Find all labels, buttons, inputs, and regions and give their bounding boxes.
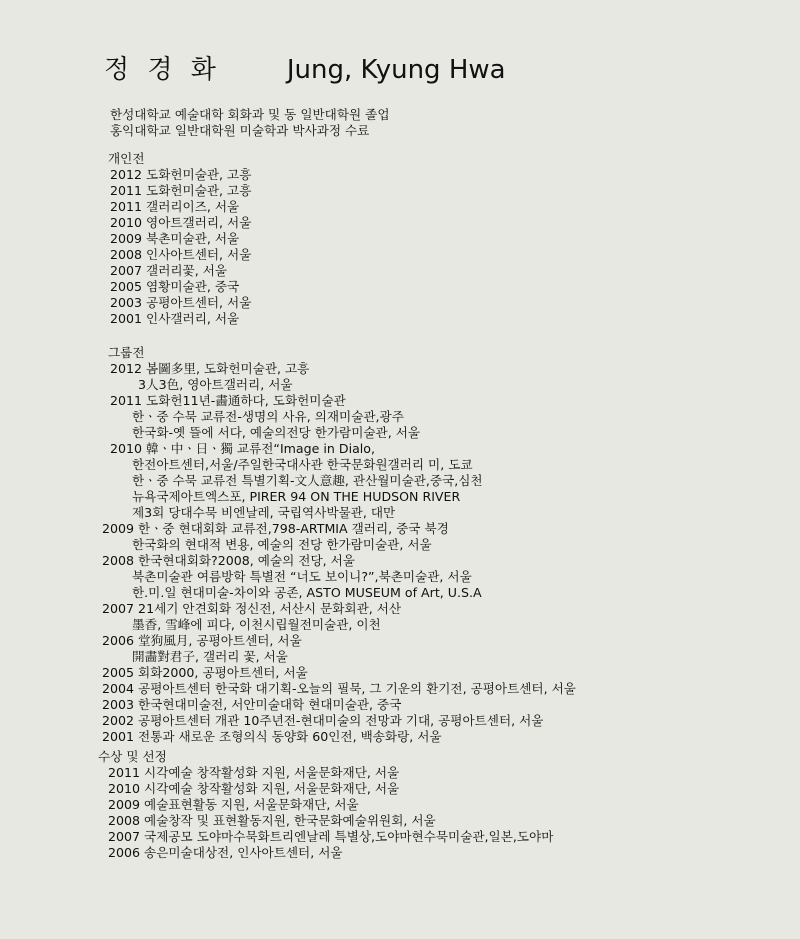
group-exhibition-item: 한전아트센터,서울/주일한국대사관 한국문화원갤러리 미, 도쿄 — [132, 457, 473, 472]
group-exhibition-item: 2007 21세기 안견회화 정신전, 서산시 문화회관, 서산 — [102, 601, 402, 616]
group-exhibition-item: 2004 공평아트센터 한국화 대기획-오늘의 필묵, 그 기운의 환기전, 공평아트센터, 서울 — [102, 681, 576, 696]
solo-exhibition-item: 2007 갤러리꽃, 서울 — [110, 263, 228, 278]
name-english: Jung, Kyung Hwa — [286, 55, 506, 85]
group-exhibition-item: 墨香, 雪峰에 피다, 이천시립월전미술관, 이천 — [132, 617, 381, 632]
group-exhibition-item: 2001 전통과 새로운 조형의식 동양화 60인전, 백송화랑, 서울 — [102, 729, 442, 744]
awards-heading: 수상 및 선정 — [98, 749, 167, 764]
group-exhibition-item: 한ㆍ중 수묵 교류전 특별기획-文人意趣, 관산월미술관,중국,심천 — [132, 473, 483, 488]
education-item: 한성대학교 예술대학 회화과 및 동 일반대학원 졸업 — [110, 107, 390, 122]
solo-heading: 개인전 — [108, 151, 145, 166]
award-item: 2010 시각예술 창작활성화 지원, 서울문화재단, 서울 — [108, 781, 400, 796]
group-exhibition-item: 開畵對君子, 갤러리 꽃, 서울 — [132, 649, 288, 664]
solo-exhibition-item: 2005 염황미술관, 중국 — [110, 279, 240, 294]
group-exhibition-item: 제3회 당대수묵 비엔날레, 국립역사박물관, 대만 — [132, 505, 396, 520]
group-exhibition-item: 2011 도화헌11년-畵通하다, 도화헌미술관 — [110, 393, 346, 408]
solo-exhibitions-section — [108, 151, 251, 327]
group-exhibition-item: 3人3色, 영아트갤러리, 서울 — [138, 377, 293, 392]
group-heading: 그룹전 — [108, 345, 145, 360]
group-exhibition-item: 북촌미술관 여름방학 특별전 “너도 보이니?”,북촌미술관, 서울 — [132, 569, 472, 584]
group-exhibition-item: 뉴욕국제아트엑스포, PIRER 94 ON THE HUDSON RIVER — [132, 489, 461, 504]
awards-section — [98, 749, 553, 861]
solo-exhibition-item: 2001 인사갤러리, 서울 — [110, 311, 240, 326]
awards-list — [98, 765, 553, 861]
group-exhibition-item: 2012 봄圖多里, 도화헌미술관, 고흥 — [110, 361, 310, 376]
award-item: 2009 예술표현활동 지원, 서울문화재단, 서울 — [108, 797, 359, 812]
education-section — [110, 107, 390, 139]
award-item: 2006 송은미술대상전, 인사아트센터, 서울 — [108, 845, 343, 860]
group-exhibition-item: 2010 韓ㆍ中ㆍ日ㆍ獨 교류전“Image in Dialo, — [110, 441, 375, 456]
group-exhibition-item: 2002 공평아트센터 개관 10주년전-현대미술의 전망과 기대, 공평아트센터, 서울 — [102, 713, 544, 728]
solo-exhibition-item: 2012 도화헌미술관, 고흥 — [110, 167, 252, 182]
group-exhibition-item: 2009 한ㆍ중 현대회화 교류전,798-ARTMIA 갤러리, 중국 북경 — [102, 521, 449, 536]
group-exhibition-item: 2008 한국현대회화?2008, 예술의 전당, 서울 — [102, 553, 355, 568]
name-korean: 정 경 화 — [104, 55, 221, 85]
group-list — [102, 361, 576, 745]
group-exhibition-item: 2003 한국현대미술전, 서안미술대학 현대미술관, 중국 — [102, 697, 402, 712]
solo-exhibition-item: 2009 북촌미술관, 서울 — [110, 231, 240, 246]
award-item: 2007 국제공모 도야마수묵화트리엔날레 특별상,도야마현수묵미술관,일본,도야마 — [108, 829, 554, 844]
solo-exhibition-item: 2011 갤러리이즈, 서울 — [110, 199, 240, 214]
education-item: 홍익대학교 일반대학원 미술학과 박사과정 수료 — [110, 123, 370, 138]
group-exhibition-item: 2006 堂狗風月, 공평아트센터, 서울 — [102, 633, 302, 648]
group-exhibitions-section — [102, 345, 576, 745]
solo-exhibition-item: 2003 공평아트센터, 서울 — [110, 295, 252, 310]
award-item: 2011 시각예술 창작활성화 지원, 서울문화재단, 서울 — [108, 765, 400, 780]
group-exhibition-item: 2005 회화2000, 공평아트센터, 서울 — [102, 665, 308, 680]
award-item: 2008 예술창작 및 표현활동지원, 한국문화예술위원회, 서울 — [108, 813, 436, 828]
solo-exhibition-item: 2010 영아트갤러리, 서울 — [110, 215, 252, 230]
solo-list — [108, 167, 251, 327]
solo-exhibition-item: 2008 인사아트센터, 서울 — [110, 247, 252, 262]
group-exhibition-item: 한ㆍ중 수묵 교류전-생명의 사유, 의재미술관,광주 — [132, 409, 404, 424]
group-exhibition-item: 한.미.일 현대미술-차이와 공존, ASTO MUSEUM of Art, U.S.A — [132, 585, 482, 600]
solo-exhibition-item: 2011 도화헌미술관, 고흥 — [110, 183, 252, 198]
group-exhibition-item: 한국화-옛 뜰에 서다, 예술의전당 한가람미술관, 서울 — [132, 425, 421, 440]
group-exhibition-item: 한국화의 현대적 변용, 예술의 전당 한가람미술관, 서울 — [132, 537, 432, 552]
page-title — [104, 57, 506, 83]
